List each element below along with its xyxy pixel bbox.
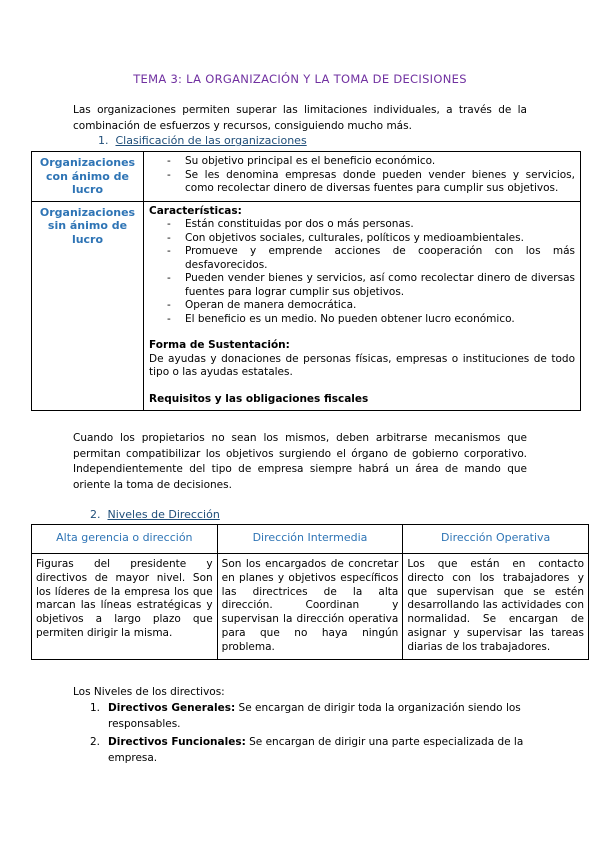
- item-term: Directivos Funcionales:: [108, 736, 246, 748]
- item-text: Se encargan de dirigir una parte especializada de la empresa.: [108, 736, 524, 764]
- con-animo-label: Organizaciones con ánimo de lucro: [32, 152, 144, 202]
- section2-number: 2.: [90, 508, 101, 521]
- cell-direccion-intermedia: Son los encargados de concretar en planes y objetivos específicos las directrices de la alta dirección. Coordinan y supervisan la dirección operativa para que no haya ningún problema.: [217, 554, 403, 660]
- table-row: [32, 152, 581, 202]
- section1-number: 1.: [98, 134, 109, 147]
- caracteristicas-title: Características:: [149, 204, 242, 217]
- niveles-table: [31, 524, 589, 660]
- directivos-list: [90, 700, 530, 768]
- header-alta-gerencia: Alta gerencia o dirección: [32, 525, 218, 554]
- item-number: 1.: [90, 702, 101, 714]
- list-item: - Promueve y emprende acciones de cooperación con los más desfavorecidos.: [149, 245, 575, 272]
- cell-alta-gerencia: Figuras del presidente y directivos de mayor nivel. Son los líderes de la empresa los que marcan las líneas estratégicas y objetivos a largo plazo que permiten dirigir la misma.: [32, 554, 218, 660]
- table-row: [32, 201, 581, 411]
- item-term: Directivos Generales:: [108, 702, 236, 714]
- list-item: [90, 700, 530, 732]
- list-item: - Operan de manera democrática.: [149, 299, 575, 313]
- corporate-paragraph: Cuando los propietarios no sean los mismos, deben arbitrarse mecanismos que permitan compatibilizar los objetivos surgiendo el órgano de gobierno corporativo. Independientemente del tipo de empresa siempre habrá un área de mando que oriente la toma de decisiones.: [73, 432, 527, 491]
- list-item: - Pueden vender bienes y servicios, así como recolectar dinero de diversas fuentes para lograr cumplir sus objetivos.: [149, 272, 575, 299]
- list-item: - El beneficio es un medio. No pueden obtener lucro económico.: [149, 313, 575, 327]
- section1-title: Clasificación de las organizaciones: [115, 134, 307, 147]
- header-direccion-intermedia: Dirección Intermedia: [217, 525, 403, 554]
- requisitos-title: Requisitos y las obligaciones fiscales: [149, 392, 369, 405]
- section1-heading: [98, 134, 307, 147]
- list-item: - Se les denomina empresas donde pueden vender bienes y servicios, como recolectar dinero de diversas fuentes para cumplir sus objetivos.: [149, 169, 575, 196]
- con-animo-list: [149, 155, 575, 196]
- caracteristicas-list: [149, 218, 575, 326]
- cell-direccion-operativa: Los que están en contacto directo con los trabajadores y que supervisan que se estén desarrollando las actividades con normalidad. Se encargan de asignar y supervisar las tareas diarias de los trabajadores.: [403, 554, 589, 660]
- item-number: 2.: [90, 736, 101, 748]
- classification-table: [31, 151, 581, 411]
- sin-animo-label: Organizaciones sin ánimo de lucro: [32, 201, 144, 411]
- list-item: - Con objetivos sociales, culturales, políticos y medioambientales.: [149, 232, 575, 246]
- sin-animo-cell: [144, 201, 581, 411]
- con-animo-cell: [144, 152, 581, 202]
- list-item: - Están constituidas por dos o más personas.: [149, 218, 575, 232]
- list-item: [90, 734, 530, 766]
- page-title: TEMA 3: LA ORGANIZACIÓN Y LA TOMA DE DECISIONES: [133, 72, 467, 86]
- list-item: - Su objetivo principal es el beneficio económico.: [149, 155, 575, 169]
- intro-paragraph: Las organizaciones permiten superar las limitaciones individuales, a través de la combinación de esfuerzos y recursos, consiguiendo mucho más.: [73, 104, 527, 132]
- directivos-intro: Los Niveles de los directivos:: [73, 686, 225, 698]
- header-direccion-operativa: Dirección Operativa: [403, 525, 589, 554]
- item-text: Se encargan de dirigir toda la organización siendo los responsables.: [108, 702, 521, 730]
- section2-title: Niveles de Dirección: [107, 508, 220, 521]
- section2-heading: [90, 508, 220, 521]
- sustentacion-text: De ayudas y donaciones de personas físicas, empresas o instituciones de todo tipo o las ayudas estatales.: [149, 352, 575, 378]
- sustentacion-title: Forma de Sustentación:: [149, 339, 290, 351]
- table-header-row: [32, 525, 589, 554]
- table-row: [32, 554, 589, 660]
